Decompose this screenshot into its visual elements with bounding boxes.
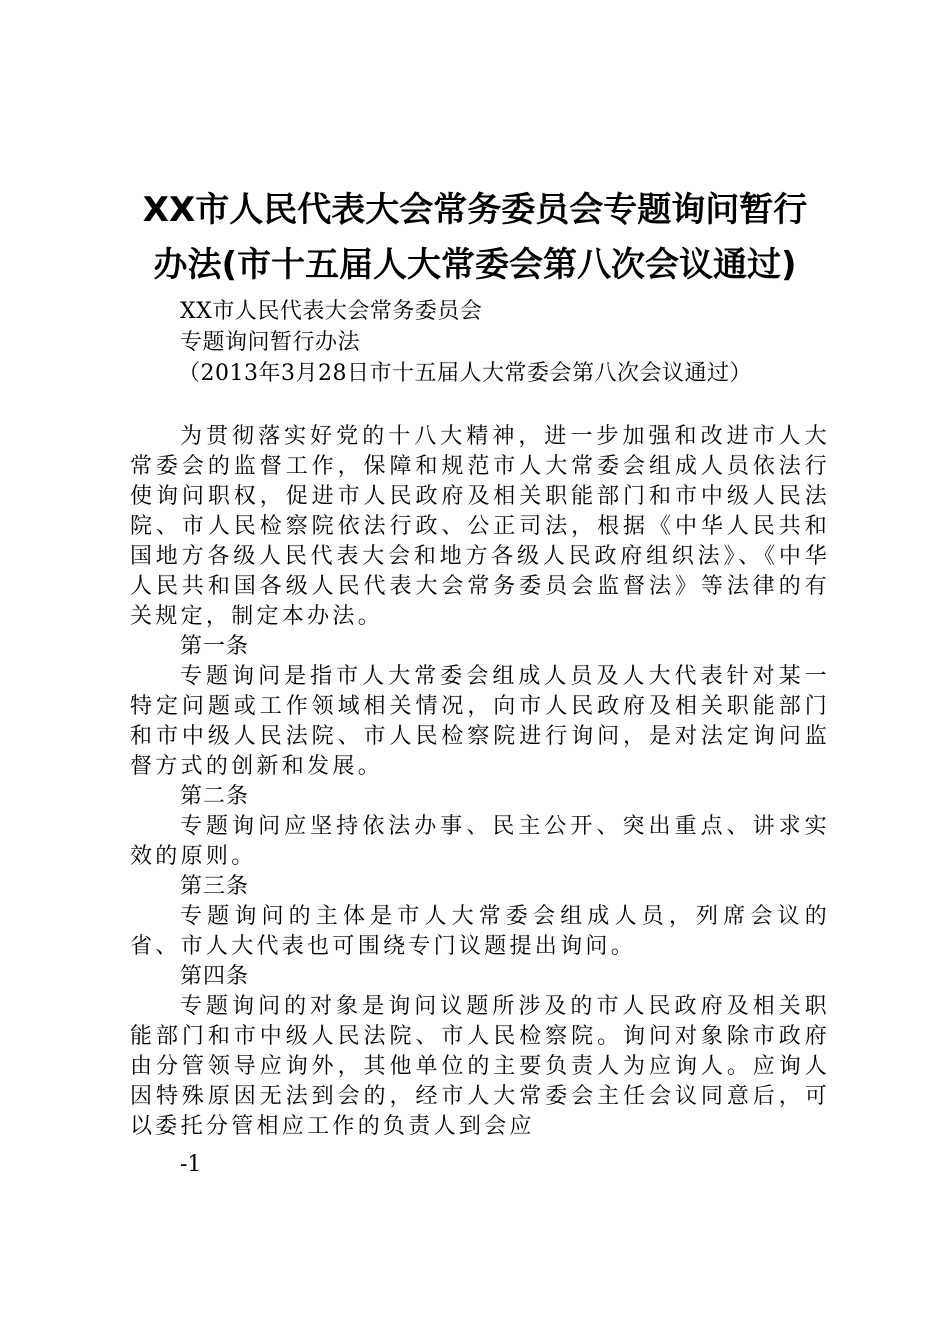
article-text: 专题询问的主体是市人大常委会组成人员，列席会议的省、市人大代表也可围绕专门议题提出询问。: [130, 904, 830, 959]
header-organization: XX市人民代表大会常务委员会: [180, 299, 483, 324]
document-title-line-1: XX市人民代表大会常务委员会专题询问暂行: [142, 190, 808, 230]
page-number: -1: [180, 1152, 202, 1177]
article-heading: 第四条: [180, 964, 250, 989]
article-text: 专题询问应坚持依法办事、民主公开、突出重点、讲求实效的原则。: [130, 814, 830, 869]
document-header: [180, 296, 752, 389]
article-heading: 第三条: [180, 874, 250, 899]
article-heading: 第一条: [180, 634, 250, 659]
article-text: 专题询问的对象是询问议题所涉及的市人民政府及相关职能部门和市中级人民法院、市人民检察院。询问对象除市政府由分管领导应询外，其他单位的主要负责人为应询人。应询人因特殊原因无法到会的，经市人大常委会主任会议同意后，可以委托分管相应工作的负责人到会应: [130, 994, 830, 1139]
document-body: [130, 422, 830, 1142]
article-heading: 第二条: [180, 784, 250, 809]
article-text: 专题询问是指市人大常委会组成人员及人大代表针对某一特定问题或工作领域相关情况，向市人民政府及相关职能部门和市中级人民法院、市人民检察院进行询问，是对法定询问监督方式的创新和发展。: [130, 664, 830, 779]
document-title-line-2: 办法(市十五届人大常委会第八次会议通过): [153, 245, 797, 285]
header-measure-name: 专题询问暂行办法: [180, 330, 361, 355]
preamble-paragraph: 为贯彻落实好党的十八大精神，进一步加强和改进市人大常委会的监督工作，保障和规范市人大常委会组成人员依法行使询问职权，促进市人民政府及相关职能部门和市中级人民法院、市人民检察院依法行政、公正司法，根据《中华人民共和国地方各级人民代表大会和地方各级人民政府组织法》、《中华人民共和国各级人民代表大会常务委员会监督法》等法律的有关规定，制定本办法。: [130, 424, 830, 629]
header-adoption-date: （2013年3月28日市十五届人大常委会第八次会议通过）: [178, 361, 752, 386]
